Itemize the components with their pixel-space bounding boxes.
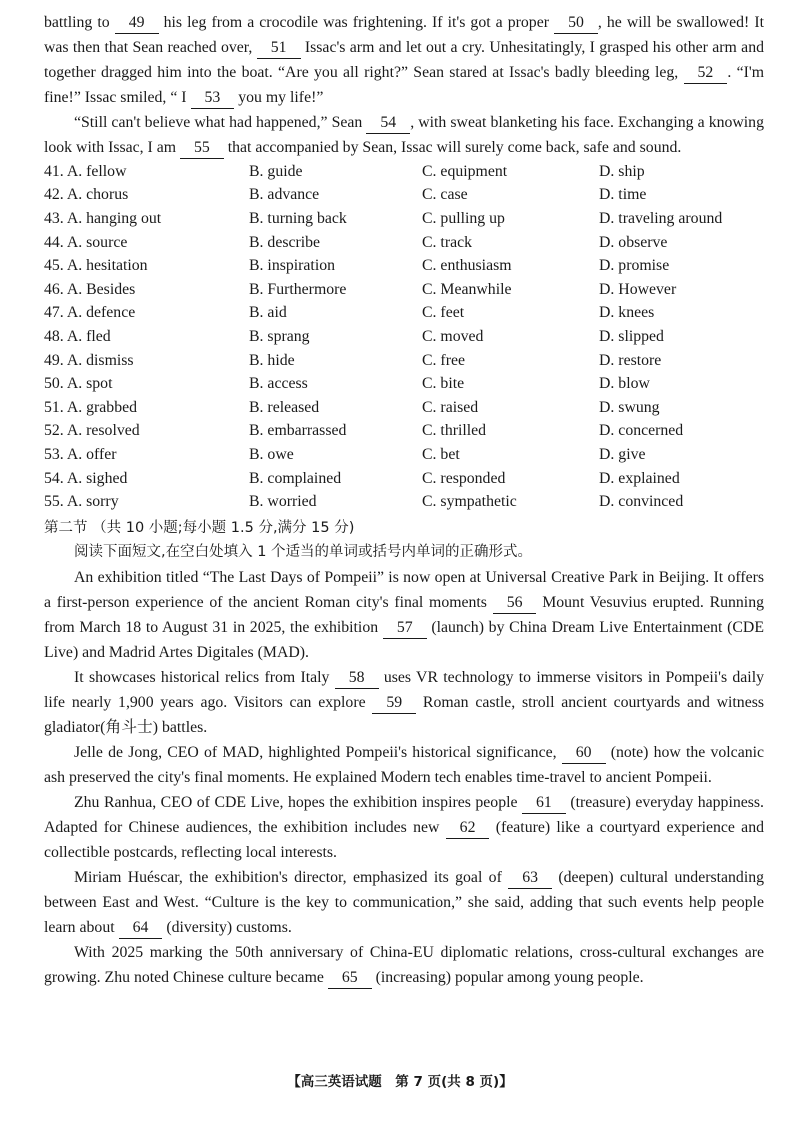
option-d: D. promise [599, 257, 670, 275]
text: It showcases historical relics from Italy [74, 668, 335, 686]
text: Miriam Huéscar, the exhibition's director, emphasized its goal of [74, 868, 509, 886]
option-b: B. embarrassed [249, 422, 347, 440]
option-c: C. sympathetic [422, 493, 517, 511]
option-c: C. bite [422, 375, 465, 393]
text: his leg from a crocodile was frightening. If it's got a proper [158, 14, 555, 31]
text: Jelle de Jong, CEO of MAD, highlighted Pompeii's historical significance, [74, 743, 562, 761]
option-a: 44. A. source [44, 233, 128, 251]
option-a: 42. A. chorus [44, 186, 129, 204]
blank-60: 60 [562, 743, 606, 764]
option-c: C. responded [422, 469, 506, 487]
option-b: B. aid [249, 304, 287, 322]
option-b: B. inspiration [249, 257, 336, 275]
option-d: D. restore [599, 351, 662, 369]
text: , with sweat blanketing his face. Exchanging a knowing look with Issac, I am [44, 114, 764, 156]
option-a: 45. A. hesitation [44, 257, 148, 275]
option-c: C. equipment [422, 162, 508, 180]
text: An exhibition titled “The Last Days of Pompeii” is now open at Universal Creative Park in Beijing. It offers a first-person experience of the ancient Roman city's final moments [44, 568, 764, 611]
option-row-55 [44, 490, 764, 514]
passage1-paragraph-2 [44, 110, 764, 160]
option-row-51 [44, 396, 764, 420]
text: (deepen) cultural understanding between East and West. “Culture is the key to communication,” she said, adding that such events help people learn about [44, 868, 765, 936]
option-d: D. knees [599, 304, 655, 322]
option-row-52 [44, 420, 764, 444]
page-footer: 【高三英语试题 第 7 页(共 8 页)】 [287, 1074, 513, 1090]
option-d: D. explained [599, 469, 680, 487]
text: (feature) like a courtyard experience and collectible postcards, reflecting local interests. [44, 818, 764, 861]
blank-53: 53 [191, 88, 235, 109]
option-d: D. convinced [599, 493, 684, 511]
text: Zhu Ranhua, CEO of CDE Live, hopes the exhibition inspires people [74, 793, 523, 811]
option-a: 50. A. spot [44, 375, 113, 393]
option-c: C. thrilled [422, 422, 487, 440]
option-c: C. case [422, 186, 468, 204]
passage2-paragraph-3 [44, 740, 764, 790]
section-title: 第二节 （共 10 小题;每小题 1.5 分,满分 15 分) [44, 519, 355, 536]
option-row-41 [44, 160, 764, 184]
option-d: D. However [599, 280, 677, 298]
option-c: C. moved [422, 327, 484, 345]
blank-65: 65 [328, 968, 372, 989]
option-a: 55. A. sorry [44, 493, 119, 511]
option-row-45 [44, 254, 764, 278]
option-b: B. sprang [249, 327, 310, 345]
blank-56: 56 [493, 593, 537, 614]
options-table [44, 160, 764, 514]
option-b: B. Furthermore [249, 280, 347, 298]
option-b: B. released [249, 398, 320, 416]
blank-62: 62 [446, 818, 490, 839]
text: uses VR technology to immerse visitors in Pompeii's daily life nearly 1,900 years ago. Visitors can explore [44, 668, 764, 711]
option-c: C. feet [422, 304, 465, 322]
option-c: C. track [422, 233, 473, 251]
option-c: C. Meanwhile [422, 280, 512, 298]
option-a: 43. A. hanging out [44, 209, 162, 227]
blank-50: 50 [554, 13, 598, 34]
option-c: C. pulling up [422, 209, 505, 227]
passage2-paragraph-5 [44, 865, 764, 940]
text: battling to [44, 14, 115, 31]
option-row-43 [44, 207, 764, 231]
option-c: C. bet [422, 445, 460, 463]
text: “Still can't believe what had happened,” Sean [74, 114, 367, 131]
option-b: B. guide [249, 162, 303, 180]
text: . “I'm fine!” Issac smiled, “ I [44, 64, 764, 106]
blank-55: 55 [180, 138, 224, 159]
option-a: 47. A. defence [44, 304, 136, 322]
passage1-paragraph-1 [44, 10, 764, 110]
option-row-50 [44, 372, 764, 396]
option-a: 52. A. resolved [44, 422, 140, 440]
blank-61: 61 [522, 793, 566, 814]
option-d: D. traveling around [599, 209, 723, 227]
option-d: D. give [599, 445, 646, 463]
text: , he will be swallowed! It was then that Sean reached over, [44, 14, 765, 56]
option-a: 54. A. sighed [44, 469, 128, 487]
text: (diversity) customs. [162, 918, 292, 936]
option-row-53 [44, 443, 764, 467]
text: Mount Vesuvius erupted. Running from March 18 to August 31 in 2025, the exhibition [44, 593, 764, 636]
passage2-paragraph-2 [44, 665, 764, 740]
blank-64: 64 [119, 918, 163, 939]
option-d: D. concerned [599, 422, 684, 440]
option-d: D. slipped [599, 327, 664, 345]
option-row-54 [44, 467, 764, 491]
option-row-46 [44, 278, 764, 302]
option-a: 41. A. fellow [44, 162, 127, 180]
text: (launch) by China Dream Live Entertainment (CDE Live) and Madrid Artes Digitales (MAD). [44, 618, 764, 661]
blank-57: 57 [383, 618, 427, 639]
option-a: 48. A. fled [44, 327, 111, 345]
option-a: 51. A. grabbed [44, 398, 138, 416]
blank-58: 58 [335, 668, 379, 689]
exam-page [44, 10, 764, 990]
text: (increasing) popular among young people. [371, 968, 644, 986]
option-d: D. blow [599, 375, 650, 393]
passage2-paragraph-1 [44, 565, 764, 665]
option-b: B. owe [249, 445, 294, 463]
option-c: C. free [422, 351, 465, 369]
option-row-49 [44, 349, 764, 373]
text: With 2025 marking the 50th anniversary of China-EU diplomatic relations, cross-cultural exchanges are growing. Zhu noted Chinese culture became [44, 943, 764, 986]
option-a: 46. A. Besides [44, 280, 136, 298]
option-row-44 [44, 231, 764, 255]
option-d: D. swung [599, 398, 660, 416]
option-d: D. observe [599, 233, 668, 251]
text: (treasure) everyday happiness. Adapted for Chinese audiences, the exhibition includes new [44, 793, 765, 836]
option-row-48 [44, 325, 764, 349]
blank-52: 52 [684, 63, 728, 84]
option-a: 53. A. offer [44, 445, 117, 463]
text: you my life!” [234, 89, 324, 106]
passage2-paragraph-4 [44, 790, 764, 865]
blank-54: 54 [366, 113, 410, 134]
section-instruction: 阅读下面短文,在空白处填入 1 个适当的单词或括号内单词的正确形式。 [74, 543, 533, 560]
text: Issac's arm and let out a cry. Unhesitatingly, I grasped his other arm and together dragged him into the boat. “Are you all right?” Sean stared at Issac's badly bleeding leg, [44, 39, 764, 81]
option-b: B. complained [249, 469, 342, 487]
passage2-paragraph-6 [44, 940, 764, 990]
text: (note) how the volcanic ash preserved the city's final moments. He explained Modern tech enables time-travel to ancient Pompeii. [44, 743, 764, 786]
text: Roman castle, stroll ancient courtyards and witness gladiator(角斗士) battles. [44, 693, 765, 736]
blank-51: 51 [257, 38, 301, 59]
blank-59: 59 [372, 693, 416, 714]
option-a: 49. A. dismiss [44, 351, 134, 369]
option-d: D. time [599, 186, 647, 204]
option-b: B. describe [249, 233, 321, 251]
option-b: B. access [249, 375, 308, 393]
option-b: B. turning back [249, 209, 347, 227]
option-b: B. worried [249, 493, 317, 511]
text: that accompanied by Sean, Issac will surely come back, safe and sound. [223, 139, 682, 156]
blank-49: 49 [115, 13, 159, 34]
option-b: B. advance [249, 186, 320, 204]
option-row-42 [44, 184, 764, 208]
option-b: B. hide [249, 351, 295, 369]
option-c: C. raised [422, 398, 479, 416]
option-row-47 [44, 302, 764, 326]
option-c: C. enthusiasm [422, 257, 512, 275]
blank-63: 63 [508, 868, 552, 889]
option-d: D. ship [599, 162, 645, 180]
